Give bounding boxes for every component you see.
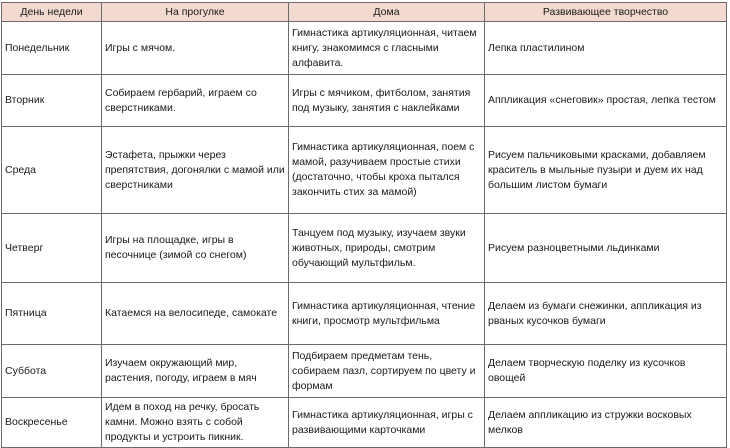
weekly-activity-table <box>1 2 727 448</box>
day-cell: Понедельник <box>2 22 102 75</box>
header-home: Дома <box>289 3 485 22</box>
day-cell: Пятница <box>2 283 102 345</box>
walk-cell: Катаемся на велосипеде, самокате <box>102 283 289 345</box>
table-row <box>2 214 727 283</box>
art-cell: Рисуем пальчиковыми красками, добавляем краситель в мыльные пузыри и дуем их над большим листом бумаги <box>485 127 727 214</box>
table-row <box>2 345 727 398</box>
home-cell: Игры с мячиком, фитболом, занятия под музыку, занятия с наклейками <box>289 75 485 127</box>
art-cell: Аппликация «снеговик» простая, лепка тестом <box>485 75 727 127</box>
art-cell: Лепка пластилином <box>485 22 727 75</box>
day-cell: Среда <box>2 127 102 214</box>
walk-cell: Идем в поход на речку, бросать камни. Можно взять с собой продукты и устроить пикник. <box>102 398 289 448</box>
walk-cell: Игры на площадке, игры в песочнице (зимой со снегом) <box>102 214 289 283</box>
table-row <box>2 75 727 127</box>
day-cell: Суббота <box>2 345 102 398</box>
table-row <box>2 283 727 345</box>
walk-cell: Изучаем окружающий мир, растения, погоду, играем в мяч <box>102 345 289 398</box>
art-cell: Рисуем разноцветными льдинками <box>485 214 727 283</box>
header-art: Развивающее творчество <box>485 3 727 22</box>
walk-cell: Игры с мячом. <box>102 22 289 75</box>
home-cell: Гимнастика артикуляционная, чтение книги, просмотр мультфильма <box>289 283 485 345</box>
home-cell: Гимнастика артикуляционная, читаем книгу, знакомимся с гласными алфавита. <box>289 22 485 75</box>
home-cell: Танцуем под музыку, изучаем звуки животных, природы, смотрим обучающий мультфильм. <box>289 214 485 283</box>
home-cell: Подбираем предметам тень, собираем пазл, сортируем по цвету и формам <box>289 345 485 398</box>
table-row <box>2 22 727 75</box>
day-cell: Воскресенье <box>2 398 102 448</box>
walk-cell: Эстафета, прыжки через препятствия, догонялки с мамой или сверстниками <box>102 127 289 214</box>
walk-cell: Собираем гербарий, играем со сверстниками. <box>102 75 289 127</box>
table-row <box>2 398 727 448</box>
art-cell: Делаем творческую поделку из кусочков овощей <box>485 345 727 398</box>
header-row <box>2 3 727 22</box>
day-cell: Четверг <box>2 214 102 283</box>
home-cell: Гимнастика артикуляционная, игры с развивающими карточками <box>289 398 485 448</box>
home-cell: Гимнастика артикуляционная, поем с мамой, разучиваем простые стихи (достаточно, чтобы кроха пытался закончить стих за мамой) <box>289 127 485 214</box>
art-cell: Делаем аппликацию из стружки восковых мелков <box>485 398 727 448</box>
day-cell: Вторник <box>2 75 102 127</box>
art-cell: Делаем из бумаги снежинки, аппликация из рваных кусочков бумаги <box>485 283 727 345</box>
header-walk: На прогулке <box>102 3 289 22</box>
table-row <box>2 127 727 214</box>
header-day: День недели <box>2 3 102 22</box>
